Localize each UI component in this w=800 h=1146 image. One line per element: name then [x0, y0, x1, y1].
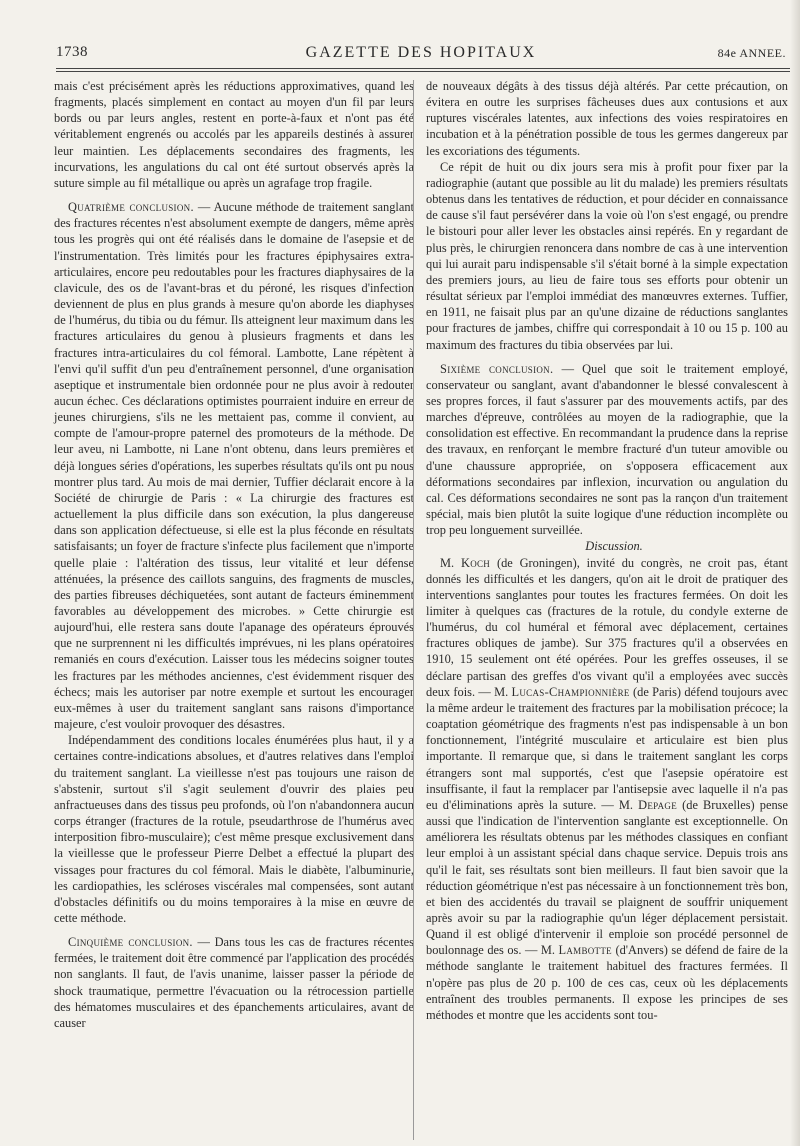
speaker-name: Lambotte — [558, 943, 612, 958]
paragraph: de nouveaux dégâts à des tissus déjà altérés. Par cette précaution, on évitera en outre les surprises fâcheuses dues aux contusions et aux ruptures viscérales latentes, aux infections des voies respiratoires en incubation et à la pénétration possible de tous les germes dangereux par les excoriations des téguments. — [426, 79, 788, 158]
right-column — [426, 78, 788, 1023]
paragraph-text: — Dans tous les cas de fractures récentes fermées, le traitement doit être commencé par l'application des procédés non sanglants. Il faut, de l'avis unanime, laisser passer la période de shock traumatique, permettre l'évacuation ou la rétrocession partielle des hématomes musculaires et des épanchements articulaires, avant de causer — [54, 935, 414, 1030]
conclusion-heading: Quatrième conclusion. — [68, 200, 194, 215]
paragraph: Indépendamment des conditions locales énumérées plus haut, il y a certaines contre-indications absolues, et d'autres relatives dans l'emploi du traitement sanglant. La vieillesse n'est pas toujours une raison de s'abstenir, surtout s'il s'agit seulement d'ouvrir des plaies peu anfractueuses dans des tissus peu profonds, où l'on n'abandonnera aucun corps étranger (fractures de la rotule, pseudarthrose de l'humérus avec interposition fibro-musculaire); c'est même presque exclusivement dans la vieillesse que le professeur Pierre Delbet a effectué la plupart des vissages pour fractures du col fémoral. Mais le diabète, l'albuminurie, les cardiopathies, les scléroses viscérales mal compensées, sont autant d'obstacles définitifs ou du moins temporaires à la mise en œuvre de cette méthode. — [54, 733, 414, 925]
paragraph — [54, 199, 414, 732]
paragraph-text: — Aucune méthode de traitement sanglant des fractures récentes n'est absolument exempte de dangers, même après tous les progrès qui ont été réalisés dans le domaine de l'asepsie et de l'instrumentation. Très limités pour les fractures épiphysaires extra-articulaires, encore peu redoutables pour les fractures diaphysaires de la clavicule, des os de l'avant-bras et du péroné, les risques d'infection deviennent de plus en plus grands à mesure qu'on aborde les diaphyses de l'humérus, du tibia ou du fémur. Ils atteignent leur maximum dans les fractures articulaires du genou à plusieurs fragments et dans les fractures intra-articulaires du col fémoral. Lambotte, Lane répètent à l'envi qu'il suffit d'un peu d'entraînement personnel, d'une organisation aseptique et instrumentale bien ordonnée pour ne plus avoir à redouter aucun échec. Ces déclarations optimistes pourraient induire en erreur de jeunes chirurgiens, s'ils ne les mettaient pas, comme il convient, au compte de l'amour-propre paternel des promoteurs de la méthode. De leur aveu, ni Lambotte, ni Lane n'ont obtenu, dans leurs premières et déjà longues séries d'opérations, les superbes résultats qu'ils ont pu nous montrer plus tard. Au mois de mai dernier, Tuffier déclarait encore à la Société de chirurgie de Paris : « La chirurgie des fractures est actuellement la plus difficile dans son exécution, la plus dangereuse dans son application défectueuse, si elle est la plus féconde en résultats satisfaisants; un foyer de fracture s'infecte plus facilement que n'importe quelle plaie : l'altération des tissus, leur vitalité et leur défense atténuées, la présence des caillots sanguins, des fragments de muscles, des parties fibreuses déchiquetées, sont autant de facteurs éminemment favorables au développement des microbes. » Cette chirurgie est aujourd'hui, elle restera sans doute l'apanage des opérateurs éprouvés que ne surprennent ni les difficultés imprévues, ni les plans opératoires remaniés en cours d'exécution. Laisser tous les médecins soigner toutes les fractures par les méthodes anciennes, c'est évidemment risquer des échecs; mais les autoriser par notre exemple et surtout les encourager eux-mêmes à user du traitement sanglant sans raisons d'importance majeure, c'est vouloir provoquer des désastres. — [54, 200, 414, 732]
section-heading: Discussion. — [585, 539, 643, 554]
page-header — [56, 44, 786, 64]
year-label: 84e ANNEE. — [717, 46, 786, 60]
paragraph — [426, 555, 788, 1024]
text-run: (de Paris) défend toujours avec la même ardeur le traitement des fractures par la mobilisation précoce; la coaptation géométrique des fragments n'est pas indispensable à un bon fonctionnement, l'intégrité musculaire et articulaire est bien plus importante. Il remarque que, si dans le traitement sanglant les corps étrangers sont mal supportés, c'est que l'asepsie opératoire est insuffisante, il faut la remplacer par l'antisepsie avec laquelle il n'a pas eu d'éliminations après la suture. — M. — [426, 684, 788, 812]
speaker-name: Depage — [638, 797, 678, 812]
left-column — [54, 78, 414, 1031]
paragraph-text: — Quel que soit le traitement employé, conservateur ou sanglant, avant d'abandonner le blessé convalescent à ses propres forces, il faut s'assurer par des mouvements actifs, par des marches d'épreuve, contrôlées au moyen de la radiographie, que la consolidation est effective. En recommandant la prudence dans la reprise des travaux, en renforçant le membre fracturé d'un tuteur amovible ou d'une chaussure appropriée, on s'opposera efficacement aux déformations secondaires par inflexion, incurvation ou angulation du cal. Ces déformations secondaires ne sont pas la rançon d'un traitement spécial, mais bien plutôt la suite logique d'une réduction incomplète ou trop peu longuement surveillée. — [426, 361, 789, 538]
page-number: 1738 — [56, 44, 88, 60]
text-run: (de Groningen), invité du congrès, ne croit pas, étant donnés les difficultés et les dangers, qu'on ait le droit de pratiquer des interventions sanglantes pour toutes les fractures fermées. On doit les limiter à quelques cas (fractures de la rotule, du condyle externe de l'humérus, du col huméral et fémoral avec déplacement, certaines fractures obliques de jambe). Sur 375 fractures qu'il a observées en 1910, 15 seulement ont été opérées. Pour les greffes osseuses, il se déclare partisan des greffes d'os vivant qu'il a employées avec succès deux fois. — M. — [426, 555, 788, 699]
text-run: (d'Anvers) se défend de faire de la méthode sanglante le traitement habituel des fractures fermées. Il n'opère pas plus de 20 p. 100 de ces cas, ceux où les déplacements entraînent des troubles permanents. Il expose les principes de ses méthodes et montre que les accidents sont tou- — [426, 943, 788, 1022]
text-run: M. — [440, 555, 461, 570]
column-divider — [413, 80, 414, 1140]
paragraph: Ce répit de huit ou dix jours sera mis à profit pour fixer par la radiographie (autant que possible au lit du malade) les premiers résultats obtenus dans les tentatives de réduction, et pour décider en connaissance de cause s'il faut persévérer dans la voie où l'on s'est engagé, ou prendre le bistouri pour aller lever les obstacles ainsi repérés. En y regardant de plus près, le chirurgien renoncera dans nombre de cas à une intervention qui lui aurait paru indispensable s'il s'était borné à la simple expectation des premiers jours, au lieu de faire tous ses efforts pour obtenir un résultat sérieux par l'emploi immédiat des manœuvres externes. Tuffier, en 1911, ne faisait plus par an qu'une dizaine de réductions sanglantes pour fractures de jambes, chiffre qui correspondait à 10 ou 15 p. 100 au maximum des fractures du tibia observées par lui. — [426, 159, 788, 352]
conclusion-heading: Cinquième conclusion. — [68, 935, 193, 950]
paragraph — [54, 934, 414, 1031]
speaker-name: Lucas-Championnière — [511, 684, 630, 699]
header-rule-top — [56, 68, 790, 69]
paragraph — [426, 361, 788, 539]
journal-title: GAZETTE DES HOPITAUX — [305, 44, 537, 61]
paragraph: mais c'est précisément après les réductions approximatives, quand les fragments, placés simplement en contact au moyen d'un fil par leurs bords ou par leurs angles, restent en porte-à-faux et n'ont pas été véritablement engrenés ou accolés par les appareils destinés à assurer leur maintien. Les déplacements secondaires des fragments, les incurvations, les angulations du cal ont été surtout observés après la suture simple au fil métallique ou après un agrafage trop fragile. — [54, 79, 414, 190]
speaker-name: Koch — [460, 555, 491, 570]
conclusion-heading: Sixième conclusion. — [440, 361, 554, 376]
page-edge-shadow — [790, 0, 800, 1146]
header-rule-bottom — [56, 71, 790, 72]
text-run: (de Bruxelles) pense aussi que l'indication de l'intervention sanglante est exceptionnelle. On améliorera les résultats obtenus par les méthodes classiques en confiant leur emploi à un assistant spécial dans chaque service. Depuis trois ans qu'il le fait, ses résultats sont bien meilleurs. Il faut bien savoir que la réduction géométrique n'est pas nécessaire à un fonctionnement très bon, et bien des accidentés du travail se plaignent de souffrir uniquement après avoir su par la radiographie qu'un léger déplacement persistait. Quand il est obligé d'intervenir il emploie son procédé personnel de boulonnage des os. — M. — [426, 797, 788, 958]
